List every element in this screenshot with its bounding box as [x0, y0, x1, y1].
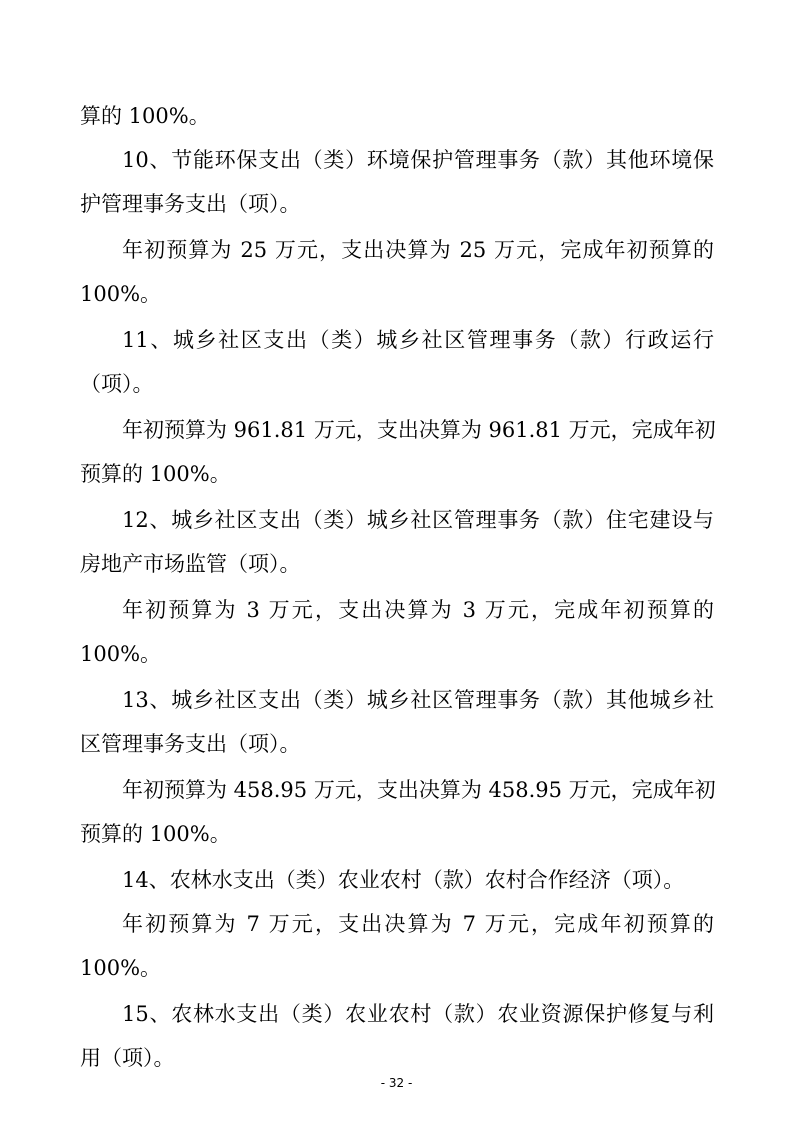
text-line: 预算的 100%。: [80, 462, 231, 486]
text-line: （项）。: [80, 372, 154, 396]
text-line: 算的 100%。: [80, 104, 210, 128]
section-heading: 10、节能环保支出（类）环境保护管理事务（款）其他环境保: [122, 148, 714, 172]
section-heading: 11、城乡社区支出（类）城乡社区管理事务（款）行政运行: [122, 328, 714, 352]
text-line: 年初预算为 458.95 万元，支出决算为 458.95 万元，完成年初: [122, 778, 716, 802]
text-line: 年初预算为 7 万元，支出决算为 7 万元，完成年初预算的: [122, 912, 714, 936]
text-line: 100%。: [80, 282, 162, 306]
section-heading: 12、城乡社区支出（类）城乡社区管理事务（款）住宅建设与: [122, 508, 714, 532]
section-heading: 13、城乡社区支出（类）城乡社区管理事务（款）其他城乡社: [122, 688, 714, 712]
text-line: 年初预算为 961.81 万元，支出决算为 961.81 万元，完成年初: [122, 418, 716, 442]
text-line: 年初预算为 25 万元，支出决算为 25 万元，完成年初预算的: [122, 238, 714, 262]
page-number: - 32 -: [380, 1076, 413, 1090]
text-line: 护管理事务支出（项）。: [80, 192, 301, 216]
text-line: 年初预算为 3 万元，支出决算为 3 万元，完成年初预算的: [122, 598, 714, 622]
section-heading: 15、农林水支出（类）农业农村（款）农业资源保护修复与利: [122, 1002, 714, 1026]
text-line: 用（项）。: [80, 1046, 175, 1070]
text-line: 区管理事务支出（项）。: [80, 732, 301, 756]
text-line: 预算的 100%。: [80, 822, 231, 846]
text-line: 房地产市场监管（项）。: [80, 552, 301, 576]
text-line: 100%。: [80, 956, 162, 980]
section-heading: 14、农林水支出（类）农业农村（款）农村合作经济（项）。: [122, 868, 685, 892]
text-line: 100%。: [80, 642, 162, 666]
